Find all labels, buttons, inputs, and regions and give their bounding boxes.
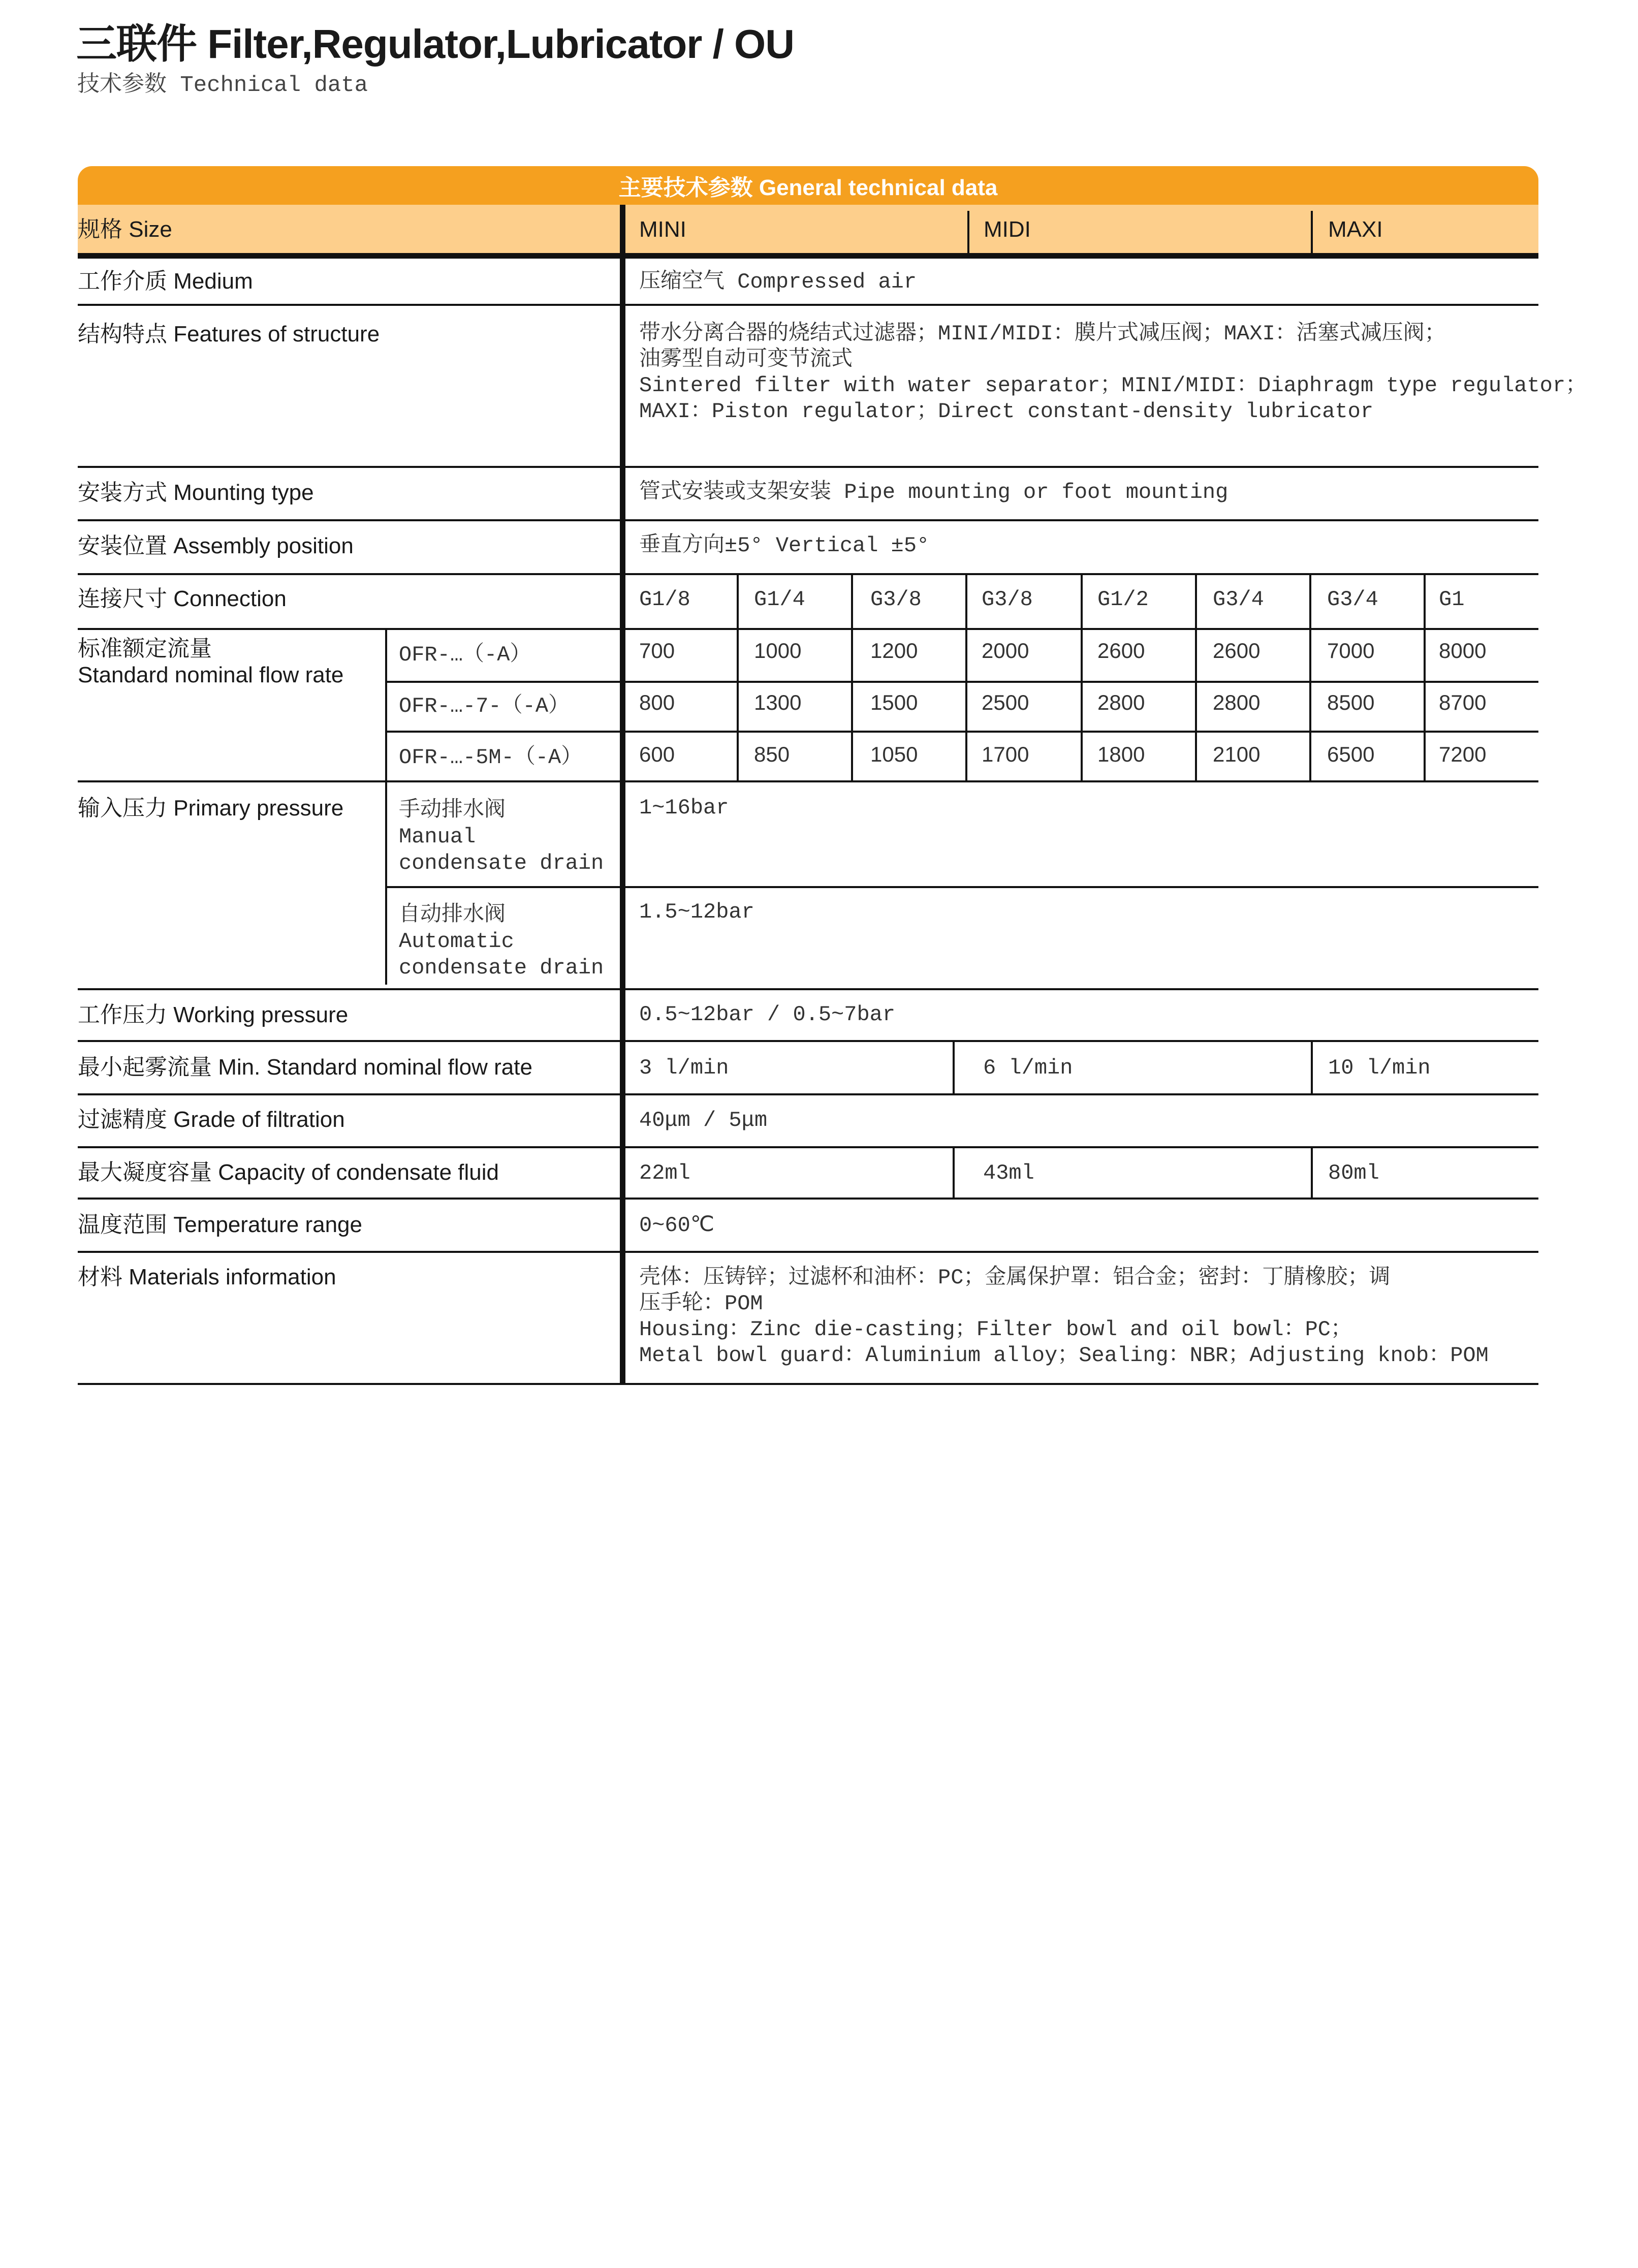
- flow-rate-value: 6500: [1327, 742, 1375, 766]
- size-midi: MIDI: [984, 217, 1031, 242]
- size-maxi: MAXI: [1328, 217, 1383, 242]
- connection-value: G1/4: [754, 587, 805, 612]
- filtration-value: 40μm / 5μm: [639, 1108, 768, 1132]
- divider: [737, 573, 739, 780]
- row-rule: [78, 573, 1538, 575]
- divider: [1081, 573, 1083, 780]
- divider: [953, 1146, 955, 1198]
- automatic-drain-label: 自动排水阀: [399, 903, 506, 927]
- divider: [953, 1040, 955, 1093]
- flow-rate-value: 1200: [870, 639, 918, 663]
- features-label: 结构特点 Features of structure: [78, 322, 380, 346]
- connection-value: G3/4: [1213, 587, 1264, 612]
- flow-rate-value: 7000: [1327, 639, 1375, 663]
- divider: [385, 628, 387, 985]
- flow-rate-value: 2800: [1097, 690, 1145, 714]
- divider: [1311, 1146, 1313, 1198]
- flow-rate-value: 1050: [870, 742, 918, 766]
- row-rule: [78, 1040, 1538, 1042]
- min-flow-value: 3 l/min: [639, 1056, 729, 1080]
- manual-drain-label: 手动排水阀: [399, 798, 506, 823]
- column-rule: [620, 205, 625, 1384]
- flow-rate-model: OFR-…（-A）: [399, 643, 531, 667]
- flow-rate-value: 600: [639, 742, 675, 766]
- manual-drain-label: condensate drain: [399, 851, 604, 875]
- automatic-drain-label: Automatic: [399, 929, 514, 954]
- row-rule: [78, 1383, 1538, 1385]
- materials-line: Metal bowl guard：Aluminium alloy；Sealing：NBR；Adjusting knob：POM: [639, 1343, 1489, 1368]
- flow-rate-value: 850: [754, 742, 790, 766]
- divider: [1309, 573, 1311, 780]
- flow-rate-value: 8000: [1439, 639, 1487, 663]
- table-banner: 主要技术参数 General technical data: [78, 166, 1538, 205]
- size-mini: MINI: [639, 217, 686, 242]
- row-rule: [78, 1093, 1538, 1095]
- divider: [1311, 211, 1313, 255]
- connection-value: G3/8: [982, 587, 1033, 612]
- connection-value: G1/2: [1097, 587, 1149, 612]
- medium-label: 工作介质 Medium: [78, 269, 253, 294]
- table-header-row: [78, 205, 1538, 255]
- flow-rate-value: 2500: [982, 690, 1029, 714]
- materials-line: Housing：Zinc die-casting；Filter bowl and oil bowl：PC；: [639, 1317, 1352, 1342]
- assembly-position-label: 安装位置 Assembly position: [78, 533, 354, 558]
- flow-rate-value: 800: [639, 690, 675, 714]
- flow-rate-value: 2000: [982, 639, 1029, 663]
- materials-line: 压手轮：POM: [639, 1292, 763, 1316]
- flow-rate-value: 1700: [982, 742, 1029, 766]
- features-line: 带水分离合器的烧结式过滤器；MINI/MIDI：膜片式减压阀；MAXI：活塞式减压阀；: [639, 322, 1446, 346]
- condensate-value: 22ml: [639, 1161, 690, 1185]
- temperature-label: 温度范围 Temperature range: [78, 1212, 362, 1237]
- condensate-value: 80ml: [1328, 1161, 1379, 1185]
- flow-rate-model: OFR-…-7-（-A）: [399, 694, 570, 718]
- condensate-label: 最大凝度容量 Capacity of condensate fluid: [78, 1160, 499, 1185]
- mounting-type-value: 管式安装或支架安装 Pipe mounting or foot mounting: [639, 480, 1228, 505]
- row-rule: [386, 731, 1538, 733]
- manual-drain-value: 1~16bar: [639, 796, 729, 820]
- primary-pressure-label: 输入压力 Primary pressure: [78, 796, 344, 821]
- flow-rate-value: 2800: [1213, 690, 1261, 714]
- flow-rate-model: OFR-…-5M-（-A）: [399, 745, 583, 770]
- divider: [1311, 1040, 1313, 1093]
- flow-rate-label: 标准额定流量: [78, 636, 212, 661]
- divider: [1424, 573, 1426, 780]
- page-subtitle: 技术参数 Technical data: [77, 73, 368, 98]
- row-rule: [78, 1251, 1538, 1253]
- flow-rate-value: 7200: [1439, 742, 1487, 766]
- divider: [1195, 573, 1197, 780]
- automatic-drain-value: 1.5~12bar: [639, 900, 754, 924]
- page-title: 三联件 Filter,Regulator,Lubricator / OU: [76, 21, 795, 67]
- min-flow-value: 6 l/min: [983, 1056, 1073, 1080]
- flow-rate-label: Standard nominal flow rate: [78, 663, 344, 687]
- row-rule: [78, 1198, 1538, 1200]
- row-rule: [386, 886, 1538, 888]
- min-flow-label: 最小起雾流量 Min. Standard nominal flow rate: [78, 1055, 532, 1080]
- automatic-drain-label: condensate drain: [399, 956, 604, 980]
- connection-value: G3/8: [870, 587, 922, 612]
- row-rule: [78, 628, 1538, 630]
- connection-value: G3/4: [1327, 587, 1378, 612]
- size-label: 规格 Size: [78, 217, 172, 242]
- assembly-position-value: 垂直方向±5° Vertical ±5°: [639, 533, 930, 558]
- features-line: 油雾型自动可变节流式: [639, 348, 853, 372]
- condensate-value: 43ml: [983, 1161, 1034, 1185]
- row-rule: [78, 780, 1538, 782]
- flow-rate-value: 1500: [870, 690, 918, 714]
- flow-rate-value: 1300: [754, 690, 802, 714]
- features-line: MAXI：Piston regulator；Direct constant-density lubricator: [639, 399, 1374, 424]
- header-rule: [78, 253, 1538, 259]
- min-flow-value: 10 l/min: [1328, 1056, 1431, 1080]
- row-rule: [78, 304, 1538, 306]
- temperature-value: 0~60℃: [639, 1213, 714, 1238]
- materials-line: 壳体：压铸锌；过滤杯和油杯：PC；金属保护罩：铝合金；密封：丁腈橡胶；调: [639, 1266, 1391, 1290]
- flow-rate-value: 1800: [1097, 742, 1145, 766]
- flow-rate-value: 2600: [1213, 639, 1261, 663]
- connection-value: G1/8: [639, 587, 690, 612]
- manual-drain-label: Manual: [399, 825, 476, 849]
- divider: [851, 573, 853, 780]
- row-rule: [78, 1146, 1538, 1148]
- flow-rate-value: 2600: [1097, 639, 1145, 663]
- flow-rate-value: 8700: [1439, 690, 1487, 714]
- flow-rate-value: 700: [639, 639, 675, 663]
- row-rule: [78, 988, 1538, 990]
- working-pressure-value: 0.5~12bar / 0.5~7bar: [639, 1002, 896, 1027]
- row-rule: [78, 519, 1538, 521]
- connection-label: 连接尺寸 Connection: [78, 586, 287, 611]
- connection-value: G1: [1439, 587, 1465, 612]
- filtration-label: 过滤精度 Grade of filtration: [78, 1107, 345, 1132]
- mounting-type-label: 安装方式 Mounting type: [78, 480, 314, 505]
- flow-rate-value: 1000: [754, 639, 802, 663]
- divider: [965, 573, 967, 780]
- flow-rate-value: 8500: [1327, 690, 1375, 714]
- materials-label: 材料 Materials information: [78, 1265, 336, 1289]
- flow-rate-value: 2100: [1213, 742, 1261, 766]
- row-rule: [386, 681, 1538, 683]
- divider: [967, 211, 969, 255]
- working-pressure-label: 工作压力 Working pressure: [78, 1002, 349, 1027]
- row-rule: [78, 466, 1538, 468]
- features-line: Sintered filter with water separator；MINI/MIDI：Diaphragm type regulator；: [639, 373, 1587, 398]
- medium-value: 压缩空气 Compressed air: [639, 270, 917, 294]
